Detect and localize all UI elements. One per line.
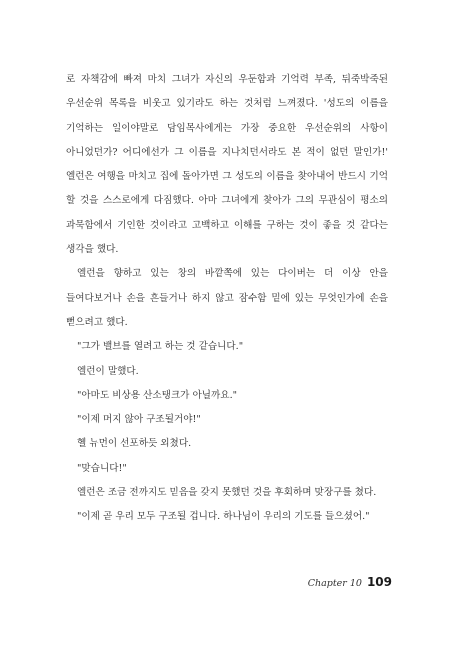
dialogue-line: "그가 밸브를 열려고 하는 것 같습니다." <box>77 341 244 353</box>
dialogue-line: "이제 곧 우리 모두 구조될 겁니다. 하나님이 우리의 기도를 들으셨어." <box>77 511 370 523</box>
dialogue-line: "맞습니다!" <box>77 462 127 474</box>
page-footer <box>308 575 392 589</box>
narration-line: 헬 뉴먼이 선포하듯 외쳤다. <box>77 438 192 450</box>
chapter-label: Chapter 10 <box>307 578 362 589</box>
dialogue-line: "아마도 비상용 산소탱크가 아닐까요." <box>77 389 238 401</box>
page-number: 109 <box>366 575 392 589</box>
dialogue-line: "이제 머지 않아 구조될거야!" <box>77 414 201 426</box>
narration-line: 엘런이 말했다. <box>77 365 139 377</box>
paragraph: 엘런을 향하고 있는 창의 바깥쪽에 있는 다이버는 더 이상 안을 들여다보거나 손을 흔들거나 하지 않고 잠수함 밑에 있는 무엇인가에 손을 뻗으려고 했다. <box>66 268 388 328</box>
body-text <box>66 68 388 530</box>
narration-line: 엘런은 조금 전까지도 믿음을 갖지 못했던 것을 후회하며 맞장구를 쳤다. <box>77 487 377 499</box>
paragraph-continued: 로 자책감에 빠져 마치 그녀가 자신의 우둔함과 기억력 부족, 뒤죽박죽된 우선순위 목록을 비웃고 있기라도 하는 것처럼 느껴졌다. '성도의 이름을 기억하는 일이야말로 담임목사에게는 가장 중요한 우선순위의 사항이 아니었던가? 어디에선가 그 이름을 지나치던서라도 본 적이 없던 말인가!' 엘런은 여행을 마치고 집에 돌아가면 그 성도의 이름을 찾아내어 반드시 기억 할 것을 스스로에게 다짐했다. 아마 그녀에게 찾아가 그의 무관심이 평소의 과묵함에서 기인한 것이라고 고백하고 이해를 구하는 것이 좋을 것 같다는 생각을 했다. <box>66 74 388 256</box>
